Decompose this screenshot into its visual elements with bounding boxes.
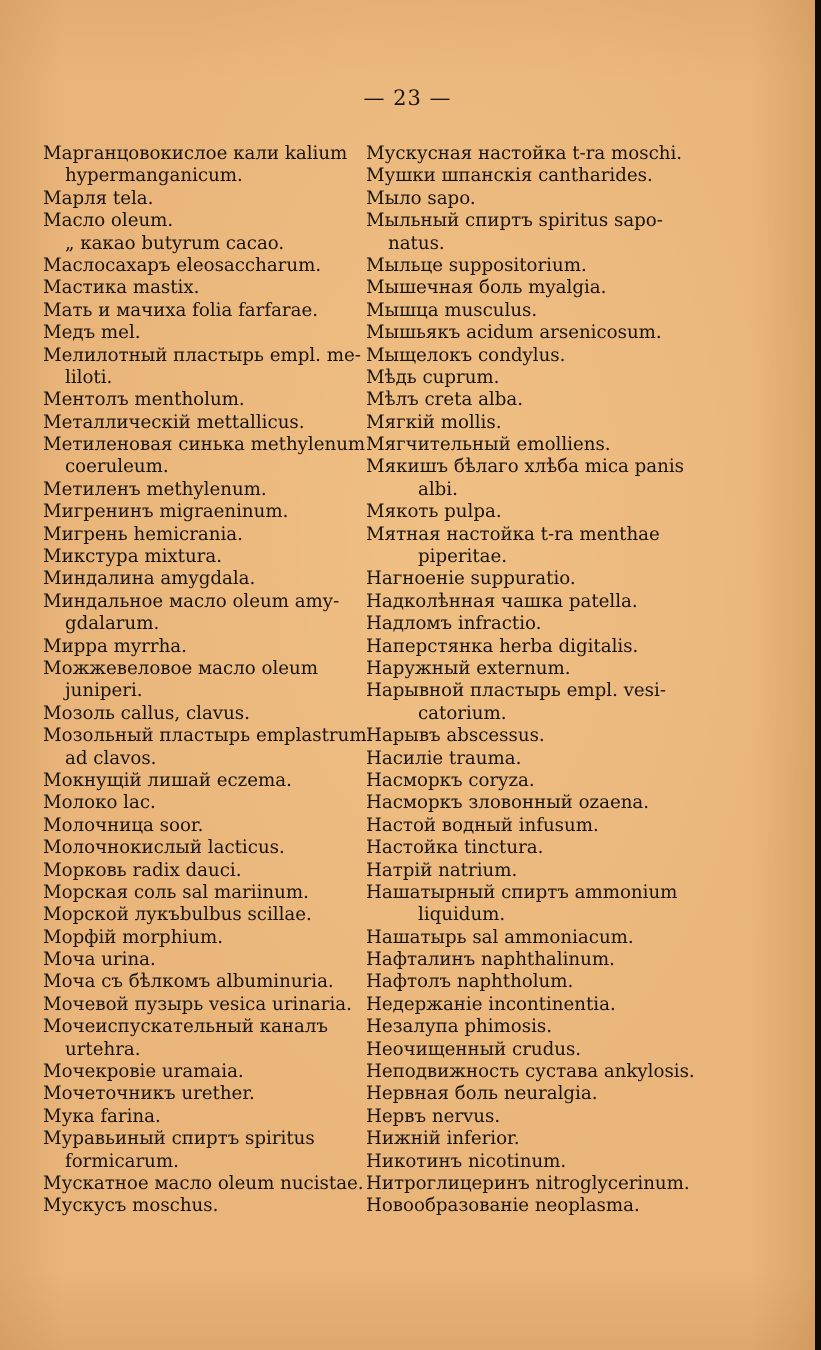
dictionary-line: Надломъ infractio. (366, 613, 542, 635)
dictionary-line: Мигренинъ migraeninum. (43, 501, 289, 523)
dictionary-line: liquidum. (418, 904, 506, 926)
dictionary-line: Мякишъ бѣлаго хлѣба mica panis (366, 456, 684, 478)
dictionary-line: Наперстянка herba digitalis. (366, 635, 639, 657)
dictionary-line: Мозольный пластырь emplastrum (43, 725, 367, 747)
dictionary-line: Нервная боль neuralgia. (366, 1083, 598, 1105)
dictionary-line: Медъ mel. (43, 322, 141, 344)
dictionary-line: Мыльце suppositorium. (366, 254, 587, 276)
dictionary-line: Неочищенный crudus. (366, 1038, 582, 1060)
dictionary-line: Молочнокислый lacticus. (43, 837, 285, 859)
dictionary-line: Неподвижность сустава ankylosis. (366, 1061, 695, 1083)
dictionary-line: Мѣлъ creta alba. (366, 389, 524, 411)
dictionary-line: Молоко lac. (43, 792, 156, 814)
dictionary-line: Можжевеловое масло oleum (43, 657, 318, 679)
dictionary-line: Мускусъ moschus. (43, 1195, 219, 1217)
dictionary-line: Нижній inferior. (366, 1128, 520, 1150)
dictionary-line: Морской лукъbulbus scillae. (43, 904, 312, 926)
dictionary-line: Морковь radix dauci. (43, 859, 242, 881)
dictionary-line: albi. (418, 478, 458, 500)
dictionary-line: Метиленъ methylenum. (43, 478, 267, 500)
dictionary-line: Мука farina. (43, 1105, 161, 1127)
dictionary-line: Масло oleum. (43, 210, 174, 232)
dictionary-line: Мастика mastix. (43, 277, 200, 299)
dictionary-line: Мякоть pulpa. (366, 501, 502, 523)
dictionary-line: Марля tela. (43, 187, 154, 209)
dictionary-line: Наружный externum. (366, 657, 571, 679)
dictionary-line: Мышьякъ acidum arsenicosum. (366, 322, 662, 344)
dictionary-line: piperitae. (418, 546, 508, 568)
dictionary-line: Настойка tinctura. (366, 837, 544, 859)
dictionary-line: Нашатырь sal ammoniacum. (366, 926, 634, 948)
dictionary-line: Морфій morphium. (43, 926, 223, 948)
dictionary-line: Натрій natrium. (366, 859, 518, 881)
dictionary-line: coeruleum. (65, 456, 169, 478)
dictionary-line: formicarum. (65, 1150, 179, 1172)
dictionary-line: Насиліе trauma. (366, 747, 522, 769)
dictionary-line: Нашатырный спиртъ ammonium (366, 881, 678, 903)
scan-edge (815, 0, 821, 1350)
right-column (366, 143, 696, 1218)
dictionary-line: gdalarum. (65, 613, 160, 635)
dictionary-line: Нарывной пластырь empl. vesi- (366, 680, 666, 702)
dictionary-line: Нервъ nervus. (366, 1105, 501, 1127)
dictionary-line: Мускусная настойка t-ra moschi. (366, 143, 683, 164)
dictionary-line: Мыщелокъ condylus. (366, 344, 566, 366)
dictionary-line: Морская соль sal mariinum. (43, 881, 309, 903)
dictionary-line: Ментолъ mentholum. (43, 389, 245, 411)
dictionary-line: Мать и мачиха folia farfarae. (43, 299, 318, 321)
dictionary-line: Незалупа phimosis. (366, 1016, 553, 1038)
dictionary-line: Марганцовокислое кали kalium (43, 143, 348, 164)
dictionary-line: Нитроглицеринъ nitroglycerinum. (366, 1172, 690, 1194)
dictionary-line: natus. (388, 232, 445, 254)
dictionary-line: Мыло sapo. (366, 187, 476, 209)
dictionary-line: Моча urina. (43, 949, 156, 971)
dictionary-line: Настой водный infusum. (366, 814, 599, 836)
dictionary-line: Надколѣнная чашка patella. (366, 590, 638, 612)
dictionary-line: Мочекровіе uramaia. (43, 1061, 244, 1083)
dictionary-line: Маслосахаръ eleosaccharum. (43, 254, 322, 276)
dictionary-line: Никотинъ nicotinum. (366, 1150, 567, 1172)
dictionary-line: Моча съ бѣлкомъ albuminuria. (43, 971, 334, 993)
dictionary-line: Новообразованіе neoplasma. (366, 1195, 640, 1217)
dictionary-line: Мочеиспускательный каналъ (43, 1016, 328, 1038)
page-number: — 23 — (363, 86, 452, 110)
dictionary-line: Мушки шпанскія cantharides. (366, 165, 653, 187)
dictionary-line: Мышечная боль myalgia. (366, 277, 607, 299)
dictionary-line: Насморкъ зловонный ozaena. (366, 792, 650, 814)
dictionary-line: Мятная настойка t-ra menthae (366, 523, 660, 545)
dictionary-line: Мочеточникъ urether. (43, 1083, 255, 1105)
dictionary-line: Молочница soor. (43, 814, 204, 836)
dictionary-line: Нафталинъ naphthalinum. (366, 949, 615, 971)
dictionary-line: Мозоль callus, clavus. (43, 702, 250, 724)
dictionary-line: urtehra. (65, 1038, 141, 1060)
dictionary-line: catorium. (418, 702, 507, 724)
dictionary-line: hypermanganicum. (65, 165, 243, 187)
dictionary-line: Миндальное масло oleum amy- (43, 590, 340, 612)
dictionary-line: Нарывъ abscessus. (366, 725, 545, 747)
dictionary-line: Миндалина amygdala. (43, 568, 256, 590)
dictionary-line: Мѣдь cuprum. (366, 366, 500, 388)
dictionary-line: Мягчительный emolliens. (366, 434, 611, 456)
dictionary-line: liloti. (65, 366, 113, 388)
dictionary-line: Мыльный спиртъ spiritus sapo- (366, 210, 663, 232)
dictionary-line: Насморкъ coryza. (366, 769, 535, 791)
dictionary-line: Металлическій mettallicus. (43, 411, 305, 433)
dictionary-line: Мягкій mollis. (366, 411, 502, 433)
dictionary-line: Нафтолъ naphtholum. (366, 971, 574, 993)
dictionary-line: Мирра myrrha. (43, 635, 187, 657)
dictionary-line: Мускатное масло oleum nucistae. (43, 1172, 364, 1194)
dictionary-line: Муравьиный спиртъ spiritus (43, 1128, 315, 1150)
dictionary-line: ad clavos. (65, 747, 157, 769)
dictionary-line: Мочевой пузырь vesica urinaria. (43, 993, 352, 1015)
dictionary-line: „ какао butyrum cacao. (65, 232, 285, 254)
dictionary-line: Метиленовая синька methylenum (43, 434, 366, 456)
dictionary-line: Микстура mixtura. (43, 546, 222, 568)
dictionary-line: Нагноеніе suppuratio. (366, 568, 576, 590)
left-column (43, 143, 367, 1218)
dictionary-line: Мигрень hemicrania. (43, 523, 243, 545)
dictionary-line: Мокнущій лишай eczema. (43, 769, 292, 791)
dictionary-line: Мелилотный пластырь empl. me- (43, 344, 361, 366)
dictionary-line: Недержаніе incontinentia. (366, 993, 616, 1015)
dictionary-line: juniperi. (65, 680, 143, 702)
dictionary-line: Мышца musculus. (366, 299, 538, 321)
